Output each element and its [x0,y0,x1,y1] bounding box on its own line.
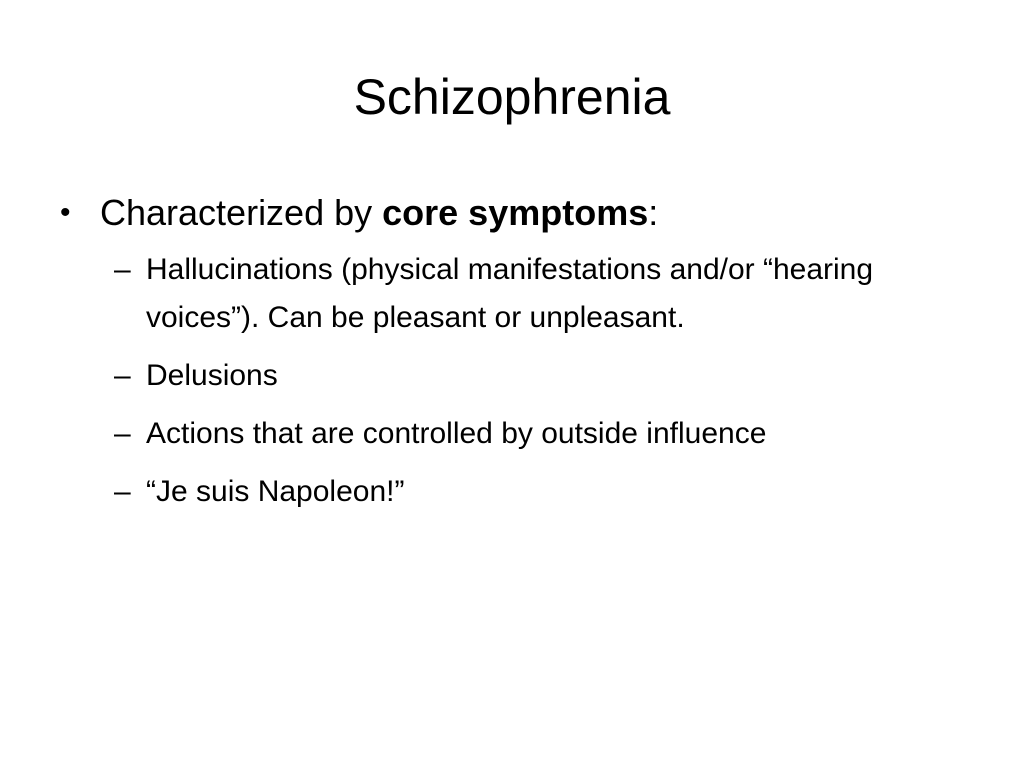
bullet-suffix: : [648,192,659,233]
sub-bullet-text: Actions that are controlled by outside influence [146,417,767,450]
sub-bullet-list [84,246,964,516]
sub-bullet-quote [84,468,964,516]
sub-bullet-marker: – [114,253,131,286]
sub-bullet-hallucinations [84,246,964,342]
sub-bullet-delusions [84,352,964,400]
sub-bullet-text: “Je suis Napoleon!” [146,475,405,508]
sub-bullet-marker: – [114,417,131,450]
slide-body [60,188,964,526]
sub-bullet-text: Delusions [146,359,278,392]
sub-bullet-marker: – [114,359,131,392]
sub-bullet-actions [84,410,964,458]
sub-bullet-marker: – [114,475,131,508]
bullet-prefix: Characterized by [100,192,383,233]
main-bullet [60,188,964,238]
slide-title: Schizophrenia [353,69,671,125]
sub-bullet-text: Hallucinations (physical manifestations and/or “hearing voices”). Can be pleasant or unpleasant. [146,253,874,334]
bullet-emphasis: core symptoms [382,192,649,233]
bullet-marker: • [60,196,71,229]
